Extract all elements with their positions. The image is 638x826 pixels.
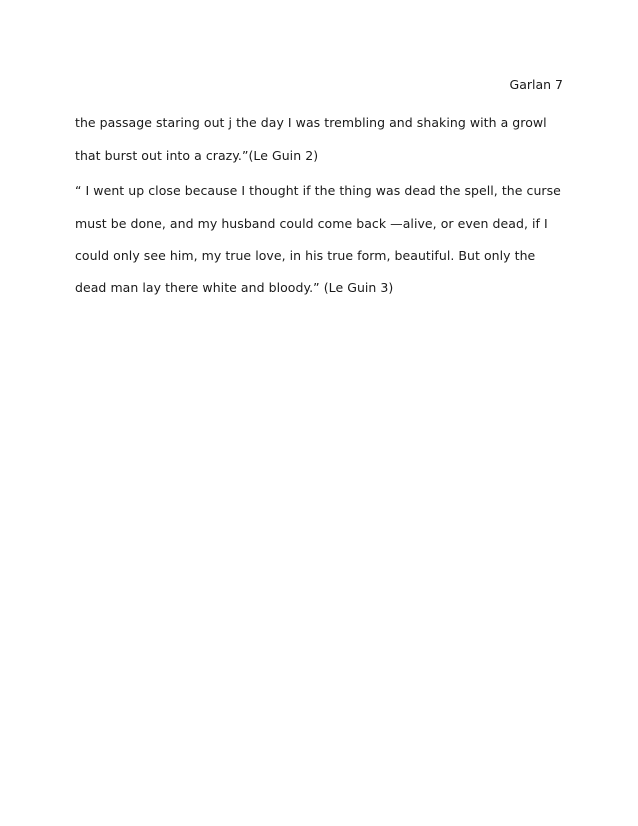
text-line: the passage staring out j the day I was trembling and shaking with a growl bbox=[75, 115, 547, 130]
text-line: could only see him, my true love, in his true form, beautiful. But only the bbox=[75, 248, 536, 263]
text-line: dead man lay there white and bloody.” (Le Guin 3) bbox=[75, 280, 394, 295]
page-header: Garlan 7 bbox=[509, 77, 563, 92]
text-line: must be done, and my husband could come back —alive, or even dead, if I bbox=[75, 216, 548, 231]
text-line: that burst out into a crazy.”(Le Guin 2) bbox=[75, 148, 319, 163]
text-line: “ I went up close because I thought if the thing was dead the spell, the curse bbox=[75, 183, 561, 198]
